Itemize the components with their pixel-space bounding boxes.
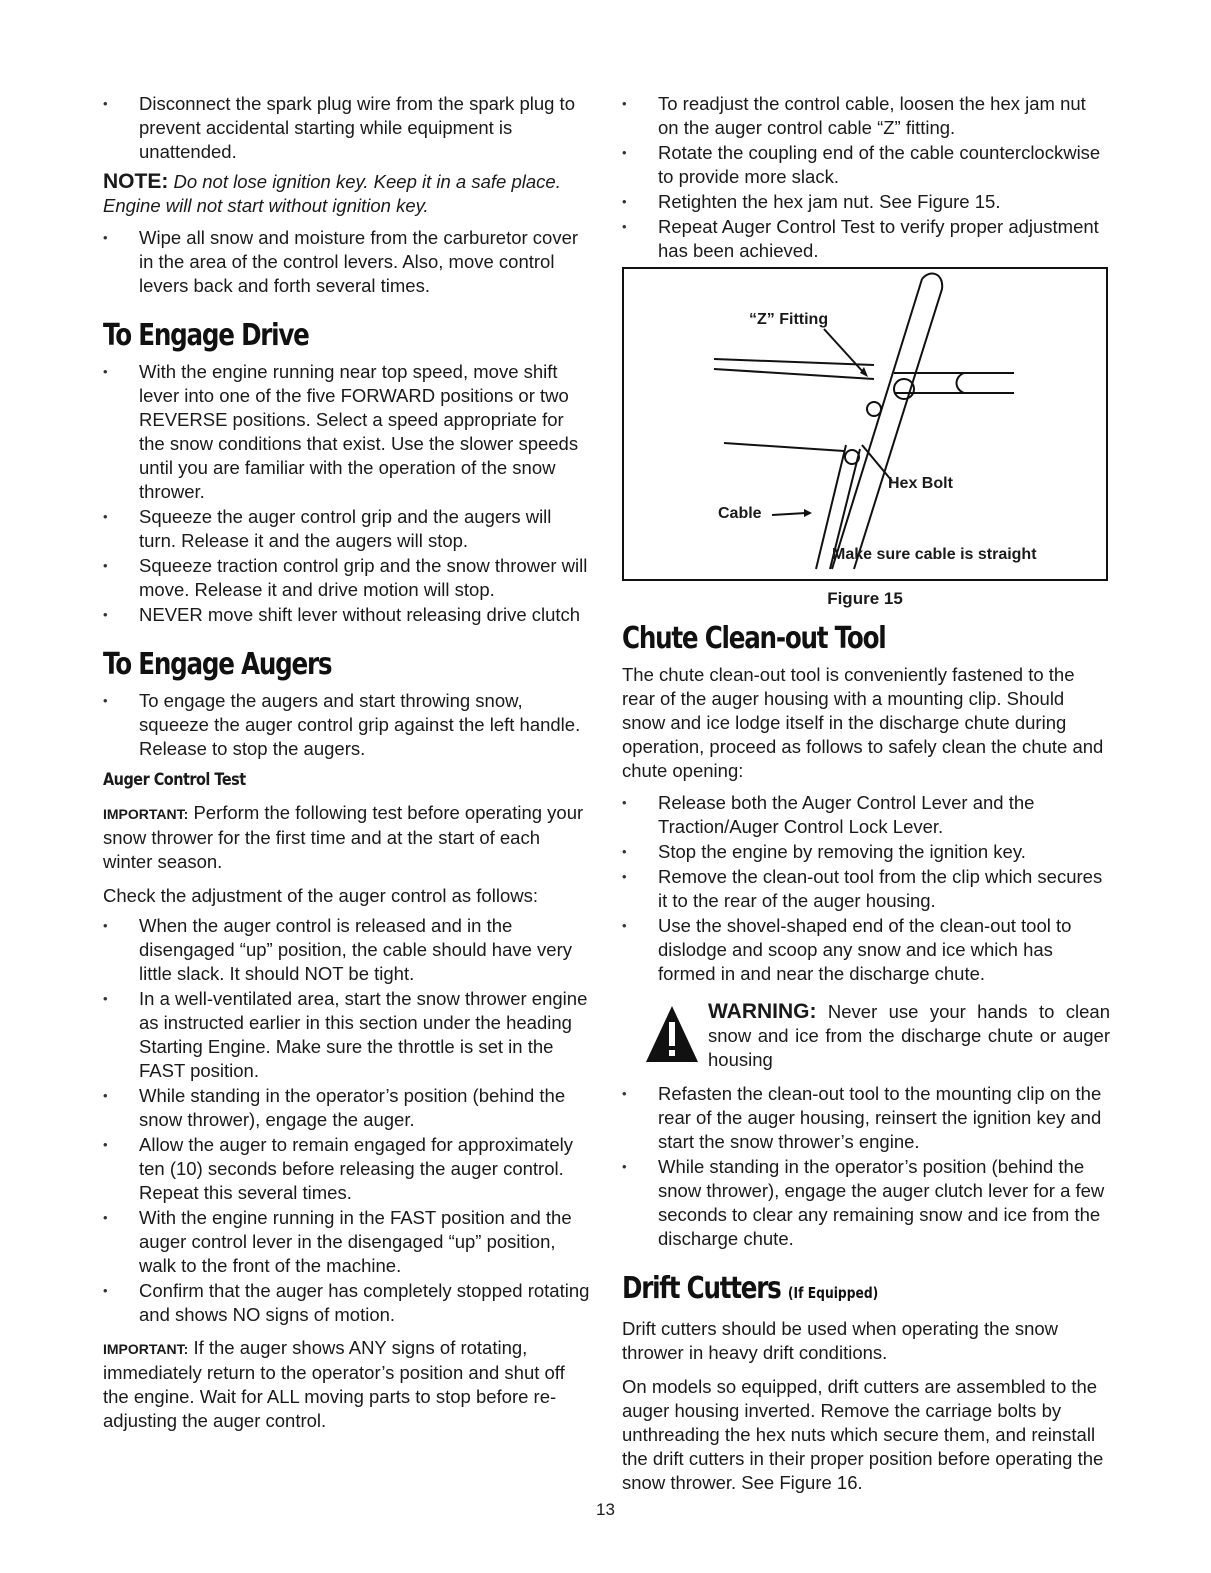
list-item: • Remove the clean-out tool from the clip which secures it to the rear of the auger housing. [622,865,1110,913]
list-item: • Wipe all snow and moisture from the carburetor cover in the area of the control levers. Also, move control levers back and forth several times. [103,226,591,298]
important-paragraph [103,1336,591,1433]
note-paragraph [103,170,591,218]
list-item: • Allow the auger to remain engaged for approximately ten (10) seconds before releasing the auger control. Repeat this several times. [103,1133,591,1205]
list-item: • NEVER move shift lever without releasing drive clutch [103,603,591,627]
page-number: 13 [596,1500,615,1519]
list-item: • In a well-ventilated area, start the snow thrower engine as instructed earlier in this section under the heading Starting Engine. Make sure the throttle is set in the FAST position. [103,987,591,1083]
important-label: IMPORTANT: [103,1341,189,1357]
list-item: • Squeeze the auger control grip and the augers will turn. Release it and the augers will stop. [103,505,591,553]
list-item: • Repeat Auger Control Test to verify proper adjustment has been achieved. [622,215,1110,263]
left-column [103,92,591,1433]
warning-label: WARNING: [708,1000,817,1023]
list-item: • Stop the engine by removing the ignition key. [622,840,1110,864]
list-item: • Use the shovel-shaped end of the clean-out tool to dislodge and scoop any snow and ice which has formed in and near the discharge chute. [622,914,1110,986]
list-item: • While standing in the operator’s position (behind the snow thrower), engage the auger. [103,1084,591,1132]
important-text: If the auger shows ANY signs of rotating, immediately return to the operator’s position and shut off the engine. Wait for ALL moving parts to stop before re-adjusting the auger control. [103,1337,565,1431]
chute-steps-list [622,791,1110,986]
list-item: • Release both the Auger Control Lever and the Traction/Auger Control Lock Lever. [622,791,1110,839]
list-item: • Disconnect the spark plug wire from the spark plug to prevent accidental starting while equipment is unattended. [103,92,591,164]
section-title-drift-cutters [622,1271,1022,1311]
figure-15 [622,267,1108,581]
engage-augers-list [103,689,591,761]
label-cable: Cable [718,505,762,522]
list-item: • To readjust the control cable, loosen the hex jam nut on the auger control cable “Z” fitting. [622,92,1110,140]
auger-test-list [103,914,591,1327]
section-title-engage-augers: To Engage Augers [103,647,332,682]
list-item: • To engage the augers and start throwing snow, squeeze the auger control grip against the left handle. Release to stop the augers. [103,689,591,761]
label-cable-straight: Make sure cable is straight [832,546,1037,563]
drift-paragraph-1: Drift cutters should be used when operating the snow thrower in heavy drift conditions. [622,1318,1059,1363]
section-title-chute-tool: Chute Clean-out Tool [622,621,886,656]
right-column [622,92,1110,1495]
list-item: • While standing in the operator’s position (behind the snow thrower), engage the auger clutch lever for a few seconds to clear any remaining snow and ice from the discharge chute. [622,1155,1110,1251]
list-item: • Squeeze traction control grip and the snow thrower will move. Release it and drive motion will stop. [103,554,591,602]
carburetor-bullet-list [103,226,591,298]
chute-intro: The chute clean-out tool is conveniently fastened to the rear of the auger housing with a mounting clip. Should snow and ice lodge itself in the discharge chute during operation, proceed as follows to safely clean the chute and chute opening: [622,664,1104,781]
chute-after-list [622,1082,1110,1251]
warning-text: Never use your hands to clean snow and ice from the discharge chute or auger housing [708,1001,1110,1070]
cable-diagram [624,269,1106,579]
important-text: Perform the following test before operating your snow thrower for the first time and at the start of each winter season. [103,802,584,872]
intro-bullet-list [103,92,591,164]
note-text: Do not lose ignition key. Keep it in a safe place. Engine will not start without ignition key. [103,171,561,216]
warning-block [622,1000,1110,1072]
subsection-title-auger-control-test: Auger Control Test [103,770,246,790]
drift-paragraph-2: On models so equipped, drift cutters are assembled to the auger housing inverted. Remove the carriage bolts by unthreading the hex nuts which secure them, and reinstall the drift cutters in their proper position before operating the snow thrower. See Figure 16. [622,1376,1104,1493]
list-item: • Confirm that the auger has completely stopped rotating and shows NO signs of motion. [103,1279,591,1327]
drift-title-suffix: (If Equipped) [787,1284,879,1302]
engage-drive-list [103,360,591,627]
list-item: • Refasten the clean-out tool to the mounting clip on the rear of the auger housing, reinsert the ignition key and start the snow thrower’s engine. [622,1082,1110,1154]
important-label: IMPORTANT: [103,806,189,822]
note-label: NOTE: [103,170,169,193]
important-paragraph [103,801,591,874]
list-item: • Retighten the hex jam nut. See Figure 15. [622,190,1110,214]
readjust-list [622,92,1110,263]
label-z-fitting: “Z” Fitting [749,311,829,328]
list-item: • Rotate the coupling end of the cable counterclockwise to provide more slack. [622,141,1110,189]
warning-triangle-icon [644,1004,700,1064]
list-item: • With the engine running near top speed, move shift lever into one of the five FORWARD positions or two REVERSE positions. Select a speed appropriate for the snow conditions that exist. Use the slower speeds until you are familiar with the operation of the snow thrower. [103,360,591,504]
figure-caption: Figure 15 [827,589,903,608]
list-item: • With the engine running in the FAST position and the auger control lever in the disengaged “up” position, walk to the front of the machine. [103,1206,591,1278]
section-title-engage-drive: To Engage Drive [103,318,309,353]
list-item: • When the auger control is released and in the disengaged “up” position, the cable should have very little slack. It should NOT be tight. [103,914,591,986]
label-hex-bolt: Hex Bolt [888,475,953,492]
check-paragraph: Check the adjustment of the auger control as follows: [103,885,538,906]
arrow-icon [804,509,812,517]
drift-title: Drift Cutters [622,1271,781,1306]
